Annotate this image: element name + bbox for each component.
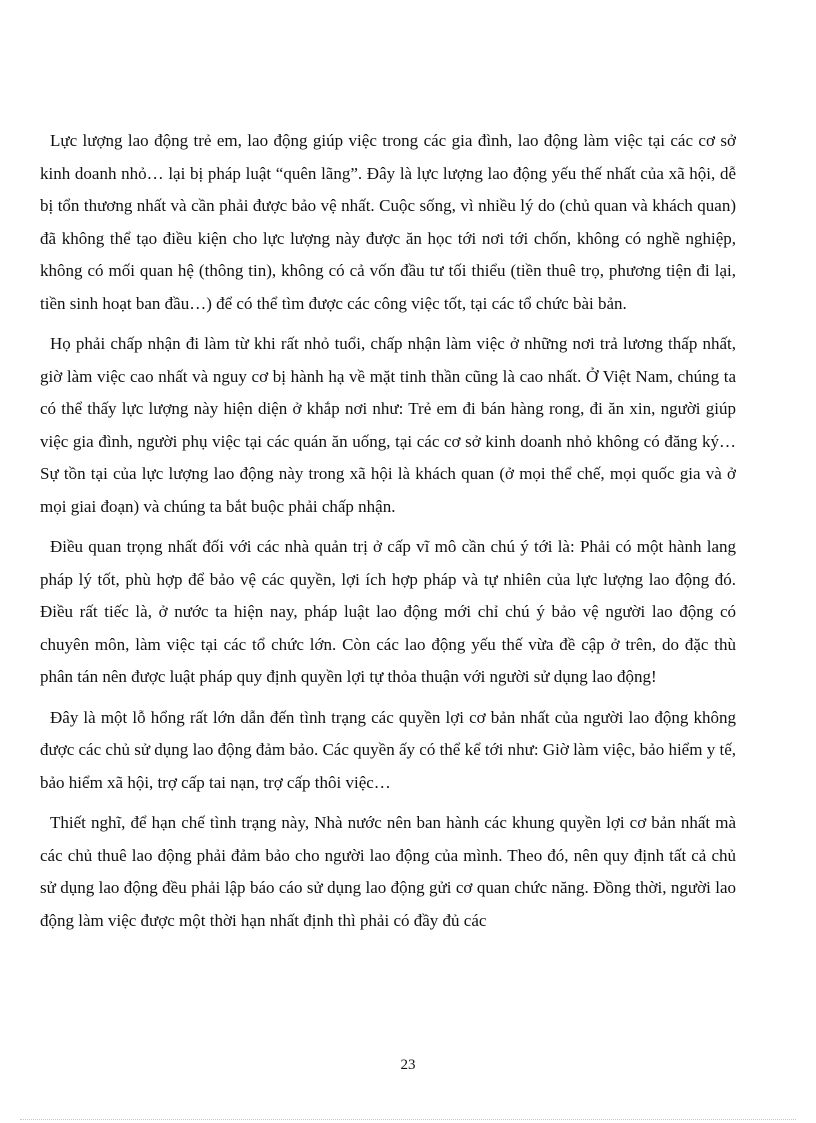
paragraph-4: Đây là một lỗ hổng rất lớn dẫn đến tình trạng các quyền lợi cơ bản nhất của người lao động không được các chủ sử dụng lao động đảm bảo. Các quyền ấy có thể kể tới như: Giờ làm việc, bảo hiểm y tế, bảo hiểm xã hội, trợ cấp tai nạn, trợ cấp thôi việc…: [40, 707, 736, 792]
paragraph-2: Họ phải chấp nhận đi làm từ khi rất nhỏ tuổi, chấp nhận làm việc ở những nơi trả lương thấp nhất, giờ làm việc cao nhất và nguy cơ bị hành hạ về mặt tinh thần cũng là cao nhất. Ở Việt Nam, chúng ta có thể thấy lực lượng này hiện diện ở khắp nơi như: Trẻ em đi bán hàng rong, đi ăn xin, người giúp việc gia đình, người phụ việc tại các quán ăn uống, tại các cơ sở kinh doanh nhỏ không có đăng ký… Sự tồn tại của lực lượng lao động này trong xã hội là khách quan (ở mọi thể chế, mọi quốc gia và ở mọi giai đoạn) và chúng ta bắt buộc phải chấp nhận.: [40, 334, 736, 516]
page-number: 23: [400, 1057, 416, 1073]
paragraph-1: Lực lượng lao động trẻ em, lao động giúp việc trong các gia đình, lao động làm việc tại các cơ sở kinh doanh nhỏ… lại bị pháp luật “quên lãng”. Đây là lực lượng lao động yếu thế nhất của xã hội, dễ bị tổn thương nhất và cần phải được bảo vệ nhất. Cuộc sống, vì nhiều lý do (chủ quan và khách quan) đã không thể tạo điều kiện cho lực lượng này được ăn học tới nơi tới chốn, không có nghề nghiệp, không có mối quan hệ (thông tin), không có cả vốn đầu tư tối thiểu (tiền thuê trọ, phương tiện đi lại, tiền sinh hoạt ban đầu…) để có thể tìm được các công việc tốt, tại các tổ chức bài bản.: [40, 131, 736, 313]
paragraph-5: Thiết nghĩ, để hạn chế tình trạng này, Nhà nước nên ban hành các khung quyền lợi cơ bản nhất mà các chủ thuê lao động phải đảm bảo cho người lao động của mình. Theo đó, nên quy định tất cả chủ sử dụng lao động đều phải lập báo cáo sử dụng lao động gửi cơ quan chức năng. Đồng thời, người lao động làm việc được một thời hạn nhất định thì phải có đầy đủ các: [40, 813, 736, 930]
body-text: [40, 125, 736, 1012]
page-bottom-divider: [20, 1119, 796, 1120]
paragraph-3: Điều quan trọng nhất đối với các nhà quản trị ở cấp vĩ mô cần chú ý tới là: Phải có một hành lang pháp lý tốt, phù hợp để bảo vệ các quyền, lợi ích hợp pháp và tự nhiên của lực lượng lao động đó. Điều rất tiếc là, ở nước ta hiện nay, pháp luật lao động mới chỉ chú ý bảo vệ người lao động có chuyên môn, làm việc tại các tổ chức lớn. Còn các lao động yếu thế vừa đề cập ở trên, do đặc thù phân tán nên được luật pháp quy định quyền lợi tự thỏa thuận với người sử dụng lao động!: [40, 537, 736, 686]
